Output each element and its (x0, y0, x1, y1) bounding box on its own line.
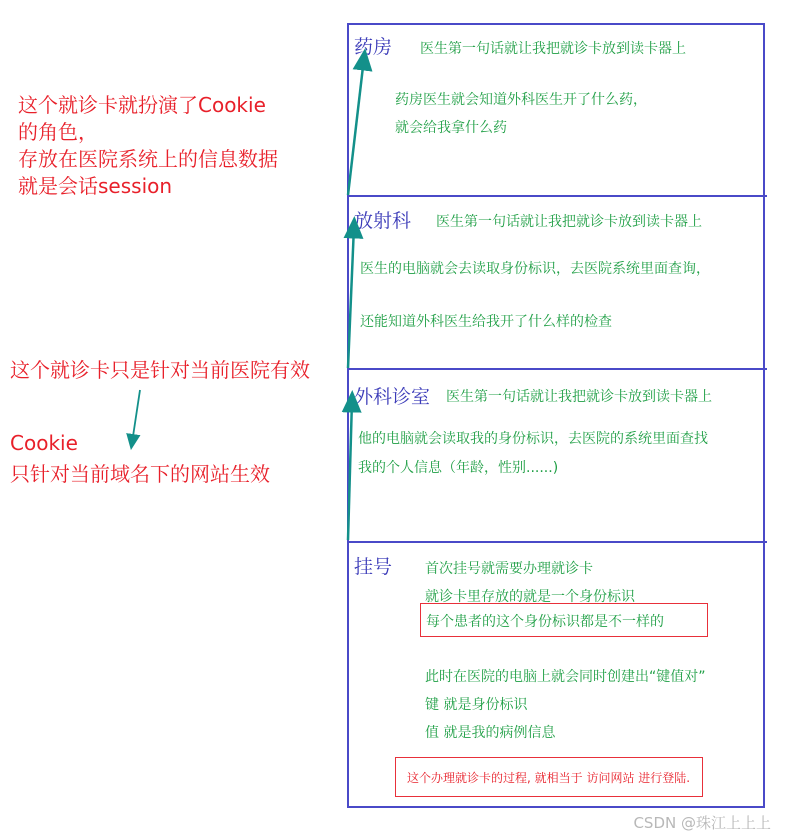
register-line: 首次挂号就需要办理就诊卡 (425, 561, 593, 577)
section-title-pharmacy: 药房 (354, 36, 393, 58)
arrow-register-to-surgery (348, 400, 352, 540)
arrow-note-to-cookie (132, 390, 140, 443)
surgery-line1: 医生第一句话就让我把就诊卡放到读卡器上 (446, 389, 712, 405)
section-title-surgery: 外科诊室 (354, 386, 431, 408)
register-line: 值 就是我的病例信息 (425, 725, 556, 741)
radiology-body1: 医生的电脑就会去读取身份标识，去医院系统里面查询， (360, 261, 710, 277)
pharmacy-body-line: 药房医生就会知道外科医生开了什么药， (395, 92, 647, 108)
note-line: 就是会话session (18, 174, 173, 198)
note-line: Cookie (10, 431, 78, 455)
note-line: 这个就诊卡就扮演了Cookie (18, 93, 266, 117)
arrow-surgery-to-radiology (348, 226, 354, 368)
section-title-radiology: 放射科 (354, 210, 412, 232)
surgery-body-line: 他的电脑就会读取我的身份标识，去医院的系统里面查找 (358, 431, 708, 447)
register-line: 就诊卡里存放的就是一个身份标识 (425, 589, 635, 605)
radiology-line1: 医生第一句话就让我把就诊卡放到读卡器上 (436, 214, 702, 230)
register-line: 键 就是身份标识 (425, 697, 528, 713)
note-line: 的角色， (18, 120, 98, 144)
radiology-body2: 还能知道外科医生给我开了什么样的检查 (360, 314, 612, 330)
note-line: 只针对当前域名下的网站生效 (10, 462, 270, 486)
note-line: 存放在医院系统上的信息数据 (18, 147, 278, 171)
register-boxed: 每个患者的这个身份标识都是不一样的 (426, 614, 664, 630)
register-line: 此时在医院的电脑上就会同时创建出“键值对” (425, 669, 706, 685)
watermark: CSDN @珠江上上上 (633, 814, 771, 832)
surgery-body-line: 我的个人信息（年龄，性别......) (358, 460, 559, 476)
note-hospital-only: 这个就诊卡只是针对当前医院有效 (10, 358, 310, 382)
pharmacy-line1: 医生第一句话就让我把就诊卡放到读卡器上 (420, 41, 686, 57)
arrow-radiology-to-pharmacy (348, 58, 364, 195)
pharmacy-body-line: 就会给我拿什么药 (395, 120, 507, 136)
section-title-register: 挂号 (354, 556, 393, 578)
register-boxed2: 这个办理就诊卡的过程, 就相当于 访问网站 进行登陆. (407, 771, 691, 785)
